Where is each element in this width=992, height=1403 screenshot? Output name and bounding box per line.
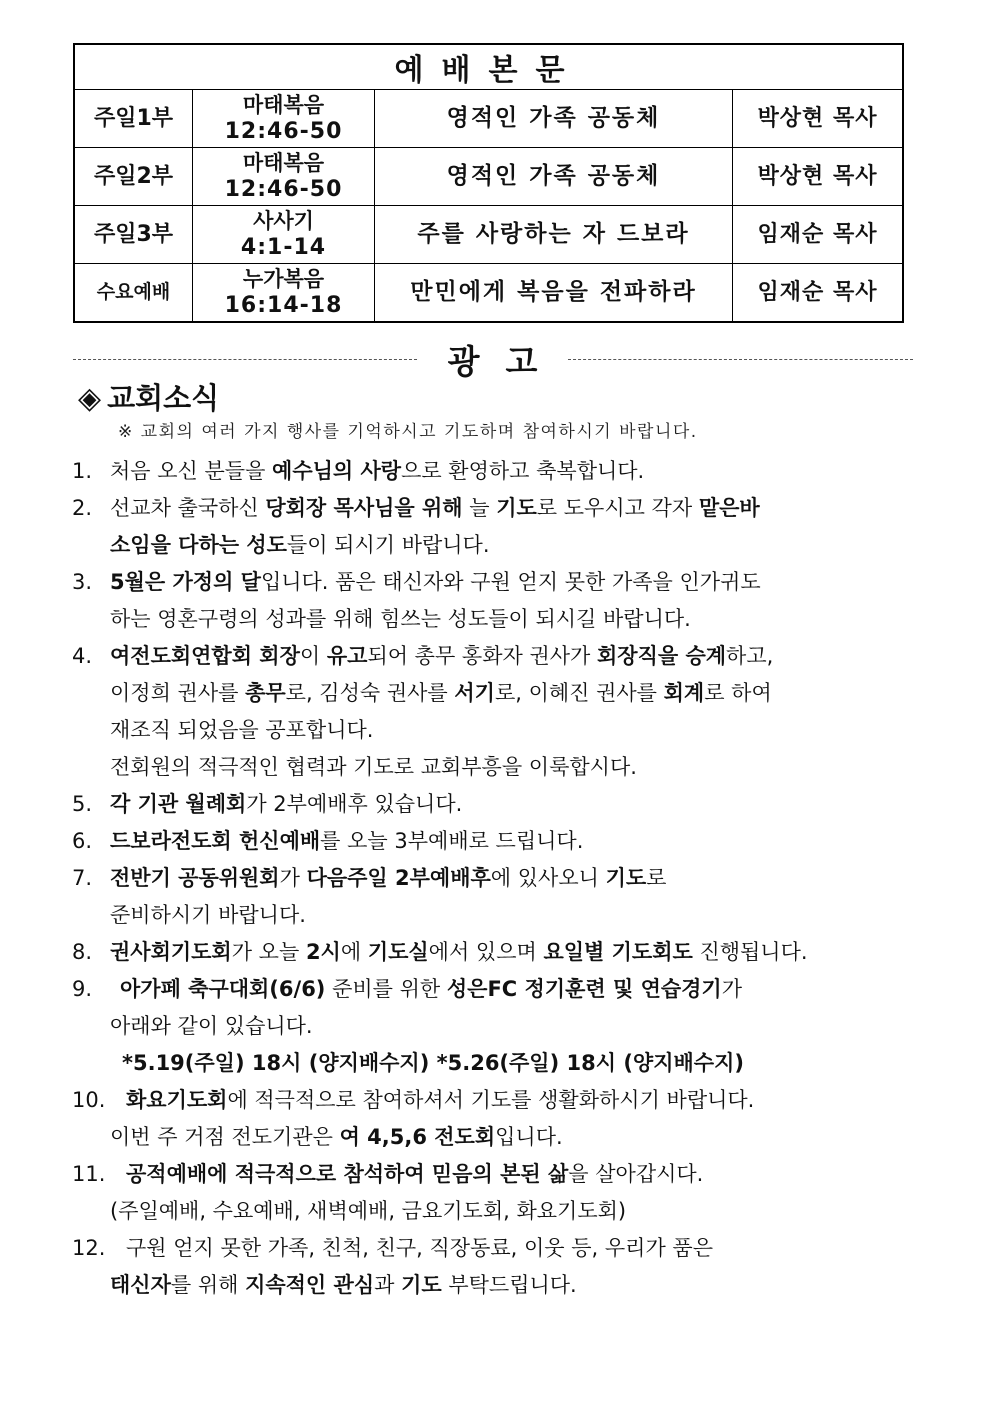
text-segment: 이 — [299, 644, 327, 668]
divider — [568, 359, 913, 360]
emphasized-text: 유고 — [326, 644, 368, 668]
list-item — [72, 564, 912, 601]
text-segment: 선교차 출국하신 — [110, 496, 266, 520]
list-item-continuation — [72, 601, 912, 638]
text-segment: 들이 되시기 바랍니다. — [286, 533, 490, 557]
emphasized-text: 여 4,5,6 전도회 — [339, 1125, 496, 1149]
text-segment: 전회원의 적극적인 협력과 기도로 교회부흥을 이룩합시다. — [110, 755, 637, 779]
emphasized-text: 화요기도회 — [126, 1088, 228, 1112]
scripture-book: 마태복음 — [242, 92, 325, 117]
emphasized-text: 예수님의 사랑 — [272, 459, 402, 483]
list-item — [72, 860, 912, 897]
list-item-number: 6. — [72, 829, 93, 853]
emphasized-text: 드보라전도회 헌신예배 — [110, 829, 321, 853]
emphasized-text: *5.19(주일) 18시 (양지배수지) *5.26(주일) 18시 (양지배수지) — [122, 1051, 744, 1075]
emphasized-text: 당회장 목사님을 위해 — [265, 496, 463, 520]
emphasized-text: 총무 — [245, 681, 286, 705]
emphasized-text: 기도 — [496, 496, 537, 520]
preacher-name: 임재순 목사 — [733, 206, 904, 264]
service-name: 주일3부 — [74, 206, 193, 264]
emphasized-text: 아가페 축구대회(6/6) — [120, 977, 326, 1001]
scripture-reference — [193, 264, 375, 323]
list-item-text — [110, 823, 583, 860]
list-item-continuation — [72, 1008, 912, 1045]
list-item-number: 2. — [72, 496, 93, 520]
diamond-icon: ◈ — [78, 381, 102, 416]
scripture-book: 누가복음 — [242, 266, 325, 291]
text-segment: 가 — [721, 977, 743, 1001]
list-item-text — [110, 490, 760, 527]
list-item-number: 1. — [72, 459, 93, 483]
list-item-text — [110, 1119, 563, 1156]
text-segment: 되어 총무 홍화자 권사가 — [367, 644, 597, 668]
list-item-text — [110, 749, 637, 786]
list-item-continuation — [72, 1119, 912, 1156]
text-segment: 가 오늘 — [231, 940, 306, 964]
list-item — [72, 453, 912, 490]
text-segment: 부탁드립니다. — [441, 1273, 577, 1297]
list-item-text — [110, 601, 691, 638]
section-heading — [78, 376, 219, 417]
preacher-name: 박상현 목사 — [733, 90, 904, 148]
list-item-number: 4. — [72, 644, 93, 668]
list-item — [72, 490, 912, 527]
scripture-book: 마태복음 — [242, 150, 325, 175]
text-segment: 에 — [340, 940, 368, 964]
text-segment: 구원 얻지 못한 가족, 친척, 친구, 직장동료, 이웃 등, 우리가 품은 — [126, 1236, 713, 1260]
emphasized-text: 여전도회연합회 회장 — [110, 644, 300, 668]
list-item — [72, 638, 912, 675]
emphasized-text: 권사회기도회 — [110, 940, 232, 964]
list-item-continuation — [72, 527, 912, 564]
list-item-text — [126, 1156, 703, 1193]
list-item-continuation — [72, 712, 912, 749]
list-item-text — [110, 1008, 313, 1045]
text-segment: 입니다. — [495, 1125, 563, 1149]
list-item — [72, 786, 912, 823]
list-item-text — [110, 1267, 577, 1304]
sermon-title: 만민에게 복음을 전파하라 — [375, 264, 733, 323]
section-title: 교회소식 — [107, 381, 220, 415]
emphasized-text: 각 기관 월례회 — [110, 792, 247, 816]
text-segment: 가 2부예배후 있습니다. — [246, 792, 463, 816]
scripture-book: 사사기 — [253, 208, 314, 233]
text-segment: 로, 이혜진 권사를 — [494, 681, 664, 705]
preacher-name: 임재순 목사 — [733, 264, 904, 323]
list-item — [72, 971, 912, 1008]
announcements-title: 광고 — [447, 342, 564, 381]
emphasized-text: 공적예배에 적극적으로 참석하여 믿음의 본된 삶 — [126, 1162, 569, 1186]
text-segment: 가 — [279, 866, 307, 890]
text-segment: 늘 — [462, 496, 497, 520]
list-item-text — [126, 1230, 713, 1267]
list-item-continuation — [72, 897, 912, 934]
list-item-number: 8. — [72, 940, 93, 964]
service-name: 주일2부 — [74, 148, 193, 206]
emphasized-text: 태신자 — [110, 1273, 171, 1297]
emphasized-text: 회장직을 승계 — [597, 644, 727, 668]
text-segment: (주일예배, 수요예배, 새벽예배, 금요기도회, 화요기도회) — [110, 1199, 627, 1223]
table-row — [74, 148, 903, 206]
emphasized-text: 회계 — [663, 681, 705, 705]
list-item-text — [110, 712, 373, 749]
list-item-text — [120, 971, 742, 1008]
list-item-text — [110, 1193, 626, 1230]
text-segment: 준비하시기 바랍니다. — [110, 903, 306, 927]
scripture-reference — [193, 206, 375, 264]
list-item-continuation — [72, 675, 912, 712]
emphasized-text: 성은FC 정기훈련 및 연습경기 — [446, 977, 722, 1001]
emphasized-text: 기도 — [605, 866, 647, 890]
scripture-verse: 4:1-14 — [240, 234, 327, 260]
text-segment: 진행됩니다. — [692, 940, 808, 964]
table-row — [74, 206, 903, 264]
text-segment: 를 오늘 3부예배로 드립니다. — [320, 829, 584, 853]
text-segment: 아래와 같이 있습니다. — [110, 1014, 313, 1038]
emphasized-text: 소임을 다하는 성도 — [110, 533, 287, 557]
worship-table — [73, 43, 904, 323]
list-item-continuation — [72, 1045, 912, 1082]
emphasized-text: 기도실 — [367, 940, 429, 964]
sermon-title: 영적인 가족 공동체 — [375, 148, 733, 206]
list-item-text — [110, 527, 490, 564]
text-segment: 로, 김성숙 권사를 — [285, 681, 455, 705]
list-item-continuation — [72, 1193, 912, 1230]
scripture-verse: 12:46-50 — [224, 118, 343, 144]
scripture-verse: 16:14-18 — [224, 292, 343, 318]
text-segment: 준비를 위한 — [325, 977, 447, 1001]
sermon-title: 영적인 가족 공동체 — [375, 90, 733, 148]
section-subtitle: ※ 교회의 여러 가지 행사를 기억하시고 기도하며 참여하시기 바랍니다. — [118, 422, 698, 442]
text-segment: 로 도우시고 각자 — [536, 496, 699, 520]
list-item-number: 7. — [72, 866, 93, 890]
divider — [73, 359, 417, 360]
text-segment: 처음 오신 분들을 — [110, 459, 273, 483]
emphasized-text: 맡은바 — [698, 496, 760, 520]
preacher-name: 박상현 목사 — [733, 148, 904, 206]
text-segment: 를 위해 — [170, 1273, 246, 1297]
service-name: 수요예배 — [74, 264, 193, 323]
text-segment: 하고, — [726, 644, 774, 668]
emphasized-text: 기도 — [401, 1273, 442, 1297]
list-item-text — [122, 1045, 744, 1082]
list-item-number: 10. — [72, 1088, 106, 1112]
text-segment: 로 하여 — [704, 681, 772, 705]
list-item — [72, 934, 912, 971]
list-item — [72, 1156, 912, 1193]
sermon-title: 주를 사랑하는 자 드보라 — [375, 206, 733, 264]
emphasized-text: 5월은 가정의 달 — [110, 570, 261, 594]
table-row — [74, 264, 903, 323]
emphasized-text: 다음주일 2부예배후 — [306, 866, 491, 890]
list-item-text — [110, 564, 761, 601]
emphasized-text: 지속적인 관심 — [245, 1273, 375, 1297]
scripture-reference — [193, 90, 375, 148]
list-item — [72, 823, 912, 860]
text-segment: 하는 영혼구령의 성과를 위해 힘쓰는 성도들이 되시길 바랍니다. — [110, 607, 691, 631]
text-segment: 으로 환영하고 축복합니다. — [401, 459, 645, 483]
list-item-text — [126, 1082, 754, 1119]
table-row — [74, 90, 903, 148]
list-item-number: 5. — [72, 792, 93, 816]
text-segment: 에서 있으며 — [428, 940, 544, 964]
text-segment: 이번 주 거점 전도기관은 — [110, 1125, 340, 1149]
scripture-verse: 12:46-50 — [224, 176, 343, 202]
list-item — [72, 1082, 912, 1119]
text-segment: 에 있사오니 — [490, 866, 606, 890]
list-item-number: 9. — [72, 977, 93, 1001]
list-item-continuation — [72, 1267, 912, 1304]
list-item-number: 11. — [72, 1162, 106, 1186]
emphasized-text: 2시 — [305, 940, 341, 964]
worship-table-title: 예배본문 — [74, 44, 903, 90]
list-item-number: 12. — [72, 1236, 106, 1260]
list-item-text — [110, 860, 666, 897]
list-item-text — [110, 638, 773, 675]
scripture-reference — [193, 148, 375, 206]
emphasized-text: 요일별 기도회도 — [543, 940, 693, 964]
text-segment: 이정희 권사를 — [110, 681, 246, 705]
text-segment: 입니다. 품은 태신자와 구원 얻지 못한 가족을 인가귀도 — [260, 570, 761, 594]
service-name: 주일1부 — [74, 90, 193, 148]
emphasized-text: 서기 — [454, 681, 495, 705]
list-item-number: 3. — [72, 570, 93, 594]
list-item-text — [110, 786, 462, 823]
announcements-header — [73, 336, 913, 381]
list-item — [72, 1230, 912, 1267]
text-segment: 에 적극적으로 참여하셔서 기도를 생활화하시기 바랍니다. — [227, 1088, 755, 1112]
list-item-text — [110, 934, 808, 971]
list-item-continuation — [72, 749, 912, 786]
emphasized-text: 전반기 공동위원회 — [110, 866, 280, 890]
list-item-text — [110, 897, 306, 934]
text-segment: 로 — [646, 866, 667, 890]
list-item-text — [110, 675, 772, 712]
text-segment: 을 살아갑시다. — [568, 1162, 704, 1186]
text-segment: 재조직 되었음을 공포합니다. — [110, 718, 374, 742]
text-segment: 과 — [374, 1273, 402, 1297]
list-item-text — [110, 453, 644, 490]
announcement-list — [72, 453, 912, 1304]
